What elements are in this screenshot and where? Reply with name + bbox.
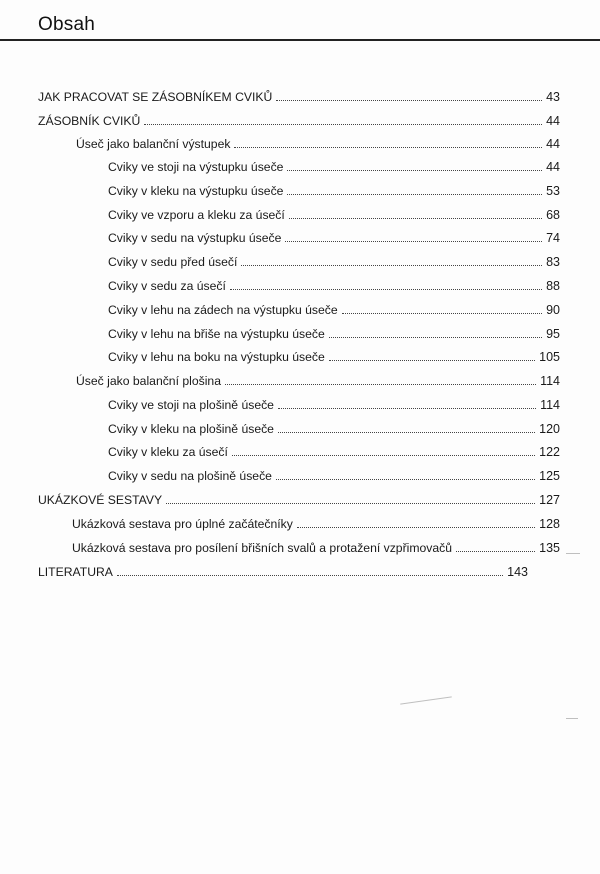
toc-entry-label: Cviky v sedu před úsečí bbox=[108, 255, 238, 269]
toc-entry-sitting-step[interactable] bbox=[108, 227, 560, 245]
dot-leader bbox=[117, 575, 503, 576]
toc-page-number: 68 bbox=[546, 208, 560, 222]
dot-leader bbox=[287, 170, 542, 171]
toc-entry-beginners-routine[interactable] bbox=[72, 513, 560, 531]
toc-entry-label: Cviky ve stoji na plošině úseče bbox=[108, 398, 274, 412]
dot-leader bbox=[342, 313, 542, 314]
toc-entry-label: Cviky v kleku za úsečí bbox=[108, 445, 228, 459]
dot-leader bbox=[234, 147, 542, 148]
scan-mark bbox=[566, 718, 578, 719]
toc-page-number: 114 bbox=[540, 398, 560, 412]
dot-leader bbox=[329, 360, 535, 361]
toc-entry-support-kneel[interactable] bbox=[108, 204, 560, 222]
scan-mark bbox=[566, 553, 580, 554]
dot-leader bbox=[289, 218, 542, 219]
dot-leader bbox=[285, 241, 542, 242]
toc-page-number: 125 bbox=[539, 469, 560, 483]
dot-leader bbox=[230, 289, 542, 290]
dot-leader bbox=[232, 455, 535, 456]
toc-page-number: 43 bbox=[546, 90, 560, 104]
dot-leader bbox=[241, 265, 542, 266]
toc-page-number: 127 bbox=[539, 493, 560, 507]
toc-entry-label: Ukázková sestava pro úplné začátečníky bbox=[72, 517, 293, 531]
toc-page-number: 122 bbox=[539, 445, 560, 459]
toc-entry-label: UKÁZKOVÉ SESTAVY bbox=[38, 493, 163, 507]
toc-entry-label: Cviky v lehu na zádech na výstupku úseče bbox=[108, 303, 338, 317]
dot-leader bbox=[456, 551, 535, 552]
dot-leader bbox=[278, 432, 535, 433]
toc-page-number: 53 bbox=[546, 184, 560, 198]
toc-page-number: 44 bbox=[546, 160, 560, 174]
toc-page-number: 114 bbox=[540, 374, 560, 388]
dot-leader bbox=[287, 194, 542, 195]
toc-page-number: 90 bbox=[546, 303, 560, 317]
toc-page-number: 88 bbox=[546, 279, 560, 293]
toc-entry-lying-back[interactable] bbox=[108, 299, 560, 317]
toc-entry-kneeling-behind[interactable] bbox=[108, 441, 560, 459]
page-title: Obsah bbox=[38, 14, 95, 35]
dot-leader bbox=[166, 503, 535, 504]
dot-leader bbox=[276, 100, 542, 101]
toc-entry-label: JAK PRACOVAT SE ZÁSOBNÍKEM CVIKŮ bbox=[38, 90, 273, 104]
toc-entry-label: Cviky v lehu na boku na výstupku úseče bbox=[108, 350, 325, 364]
toc-entry-label: Cviky ve vzporu a kleku za úsečí bbox=[108, 208, 285, 222]
toc-page-number: 135 bbox=[539, 541, 560, 555]
toc-entry-methods[interactable] bbox=[38, 86, 560, 104]
dot-leader bbox=[278, 408, 536, 409]
toc-entry-exercise-bank[interactable] bbox=[38, 110, 560, 128]
toc-entry-label: Úseč jako balanční plošina bbox=[76, 374, 221, 388]
toc-entry-lying-belly[interactable] bbox=[108, 323, 560, 341]
toc-entry-standing-platform[interactable] bbox=[108, 394, 560, 412]
scan-mark bbox=[400, 696, 452, 704]
toc-entry-kneeling-platform[interactable] bbox=[108, 418, 560, 436]
toc-entry-balance-step[interactable] bbox=[76, 133, 560, 151]
toc-entry-label: Cviky ve stoji na výstupku úseče bbox=[108, 160, 284, 174]
toc-page-number: 83 bbox=[546, 255, 560, 269]
toc-entry-standing-step[interactable] bbox=[108, 156, 560, 174]
toc-page-number: 105 bbox=[539, 350, 560, 364]
toc-entry-sitting-behind[interactable] bbox=[108, 275, 560, 293]
toc-page-number: 44 bbox=[546, 137, 560, 151]
toc-page-number: 128 bbox=[539, 517, 560, 531]
toc-entry-label: Ukázková sestava pro posílení břišních svalů a protažení vzpřimovačů bbox=[72, 541, 453, 555]
toc-entry-label: Cviky v kleku na plošině úseče bbox=[108, 422, 274, 436]
toc-entry-lying-side[interactable] bbox=[108, 346, 560, 364]
toc-page-number: 44 bbox=[546, 114, 560, 128]
toc-page-number: 143 bbox=[507, 565, 528, 579]
toc-entry-kneeling-step[interactable] bbox=[108, 180, 560, 198]
dot-leader bbox=[225, 384, 536, 385]
toc-entry-label: LITERATURA bbox=[38, 565, 113, 579]
toc-entry-label: Cviky v sedu za úsečí bbox=[108, 279, 226, 293]
toc-entry-sample-routines[interactable] bbox=[38, 489, 560, 507]
dot-leader bbox=[276, 479, 535, 480]
dot-leader bbox=[297, 527, 535, 528]
toc-entry-label: Úseč jako balanční výstupek bbox=[76, 137, 231, 151]
toc-page-number: 120 bbox=[539, 422, 560, 436]
toc-entry-label: Cviky v kleku na výstupku úseče bbox=[108, 184, 284, 198]
toc-entry-sitting-front[interactable] bbox=[108, 251, 560, 269]
title-rule bbox=[0, 39, 600, 41]
toc-entry-core-routine[interactable] bbox=[72, 537, 560, 555]
toc-entry-label: Cviky v sedu na plošině úseče bbox=[108, 469, 272, 483]
toc-entry-label: ZÁSOBNÍK CVIKŮ bbox=[38, 114, 141, 128]
toc-entry-sitting-platform[interactable] bbox=[108, 465, 560, 483]
dot-leader bbox=[144, 124, 542, 125]
dot-leader bbox=[329, 337, 542, 338]
toc-entry-literature[interactable] bbox=[38, 561, 528, 579]
toc-entry-balance-platform[interactable] bbox=[76, 370, 560, 388]
toc-page-number: 74 bbox=[546, 231, 560, 245]
toc-page-number: 95 bbox=[546, 327, 560, 341]
toc-entry-label: Cviky v sedu na výstupku úseče bbox=[108, 231, 282, 245]
toc-entry-label: Cviky v lehu na břiše na výstupku úseče bbox=[108, 327, 325, 341]
